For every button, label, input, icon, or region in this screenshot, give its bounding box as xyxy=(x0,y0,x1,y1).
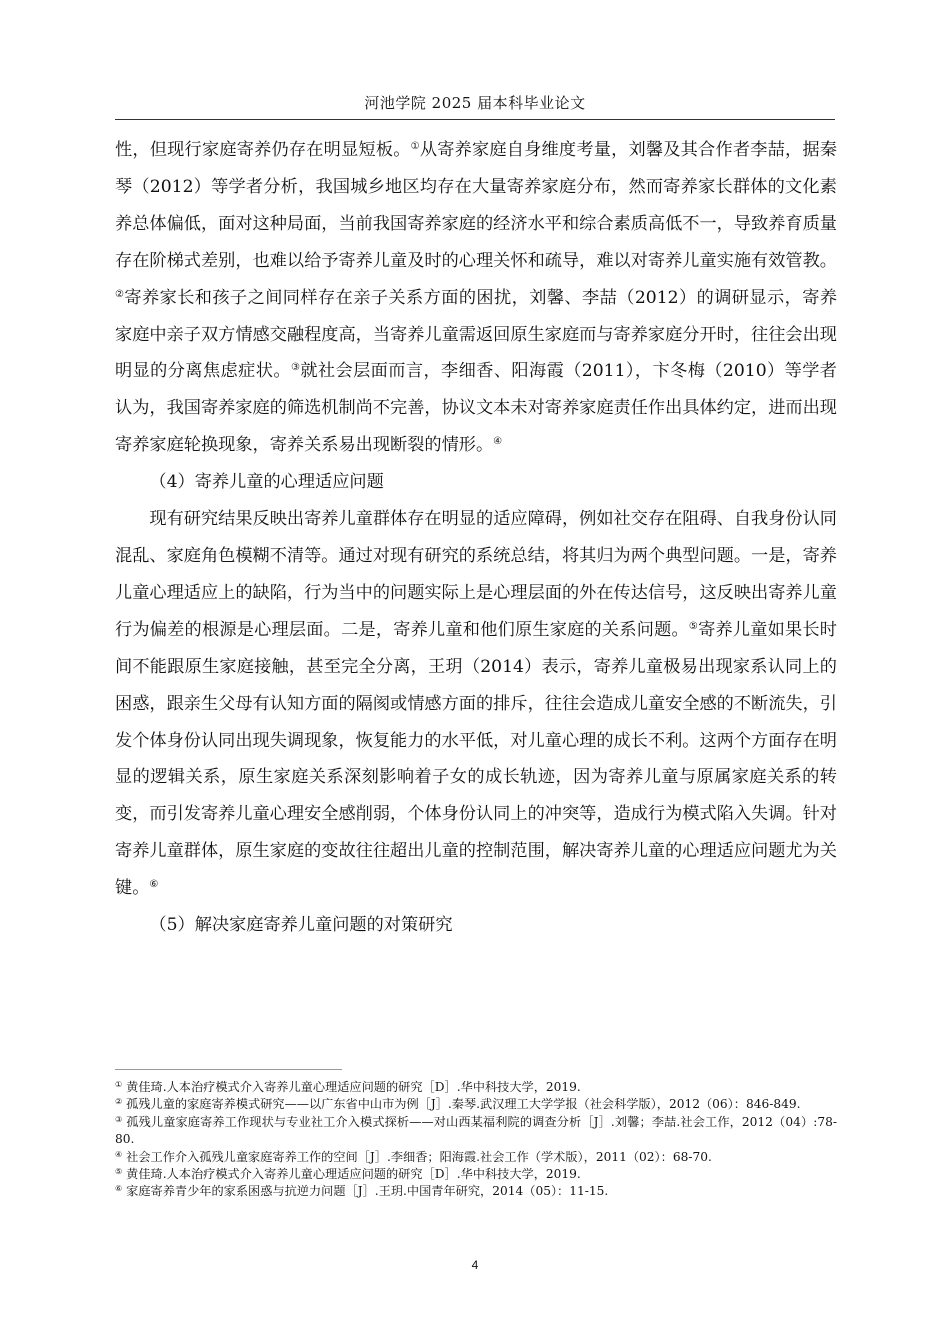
footnote-ref-1[interactable]: ① xyxy=(410,141,420,152)
footnote-1: ① 黄佳琦.人本治疗模式介入寄养儿童心理适应问题的研究［D］.华中科技大学，2019. xyxy=(115,1080,581,1094)
footnote-ref-6[interactable]: ⑥ xyxy=(149,879,159,891)
footnotes xyxy=(115,1079,837,1201)
section-heading-4: （4）寄养儿童的心理适应问题 xyxy=(149,472,384,493)
footnote-ref-5[interactable]: ⑤ xyxy=(688,620,699,632)
main-text xyxy=(115,132,837,944)
footnote-3: ③ 孤残儿童家庭寄养工作现状与专业社工介入模式探析——对山西某福利院的调查分析［J］.刘馨；李喆.社会工作，2012（04）:78-80. xyxy=(115,1114,838,1147)
section-heading-5: （5）解决家庭寄养儿童问题的对策研究 xyxy=(149,915,453,936)
footnote-4: ④ 社会工作介入孤残儿童家庭寄养工作的空间［J］.李细香；阳海霞.社会工作（学术版），2011（02）：68-70. xyxy=(115,1149,712,1164)
footnote-ref-3[interactable]: ③ xyxy=(290,362,301,374)
footnote-2: ② 孤残儿童的家庭寄养模式研究——以广东省中山市为例［J］.秦琴.武汉理工大学学报（社会科学版），2012（06）：846-849. xyxy=(115,1097,801,1112)
footnote-5: ⑤ 黄佳琦.人本治疗模式介入寄养儿童心理适应问题的研究［D］.华中科技大学，2019. xyxy=(115,1167,581,1182)
header-rule xyxy=(115,119,835,120)
footnote-ref-2[interactable]: ② xyxy=(115,288,125,300)
footnote-6: ⑥ 家庭寄养青少年的家系困惑与抗逆力问题［J］.王玥.中国青年研究，2014（05）：11-15. xyxy=(115,1184,609,1199)
paragraph-2: 现有研究结果反映出寄养儿童群体存在明显的适应障碍，例如社交存在阻碍、自我身份认同混乱、家庭角色模糊不清等。通过对现有研究的系统总结，将其归为两个典型问题。一是，寄养儿童心理适应上的缺陷，行为当中的问题实际上是心理层面的外在传达信号，这反映出寄养儿童行为偏差的根源是心理层面。二是，寄养儿童和他们原生家庭的关系问题。⑤寄养儿童如果长时间不能跟原生家庭接触，甚至完全分离，王玥（2014）表示，寄养儿童极易出现家系认同上的困惑，跟亲生父母有认知方面的隔阂或情感方面的排斥，往往会造成儿童安全感的不断流失，引发个体身份认同出现失调现象，恢复能力的水平低，对儿童心理的成长不利。这两个方面存在明显的逻辑关系，原生家庭关系深刻影响着子女的成长轨迹，因为寄养儿童与原属家庭关系的转变，而引发寄养儿童心理安全感削弱，个体身份认同上的冲突等，造成行为模式陷入失调。针对寄养儿童群体，原生家庭的变故往往超出儿童的控制范围，解决寄养儿童的心理适应问题尤为关键。⑥ xyxy=(115,509,837,899)
footnote-ref-4[interactable]: ④ xyxy=(493,436,503,448)
page-number: 4 xyxy=(471,1258,479,1272)
running-header: 河池学院 2025 届本科毕业论文 xyxy=(364,94,586,112)
paragraph-1: 性，但现行家庭寄养仍存在明显短板。①从寄养家庭自身维度考量，刘馨及其合作者李喆，据秦琴（2012）等学者分析，我国城乡地区均存在大量寄养家庭分布，然而寄养家长群体的文化素养总体偏低，面对这种局面，当前我国寄养家庭的经济水平和综合素质高低不一，导致养育质量存在阶梯式差别，也难以给予寄养儿童及时的心理关怀和疏导，难以对寄养儿童实施有效管教。②寄养家长和孩子之间同样存在亲子关系方面的困扰，刘馨、李喆（2012）的调研显示，寄养家庭中亲子双方情感交融程度高，当寄养儿童需返回原生家庭而与寄养家庭分开时，往往会出现明显的分离焦虑症状。③就社会层面而言，李细香、阳海霞（2011），卞冬梅（2010）等学者认为，我国寄养家庭的筛选机制尚不完善，协议文本未对寄养家庭责任作出具体约定，进而出现寄养家庭轮换现象，寄养关系易出现断裂的情形。④ xyxy=(115,140,838,456)
footnote-separator xyxy=(115,1069,342,1070)
